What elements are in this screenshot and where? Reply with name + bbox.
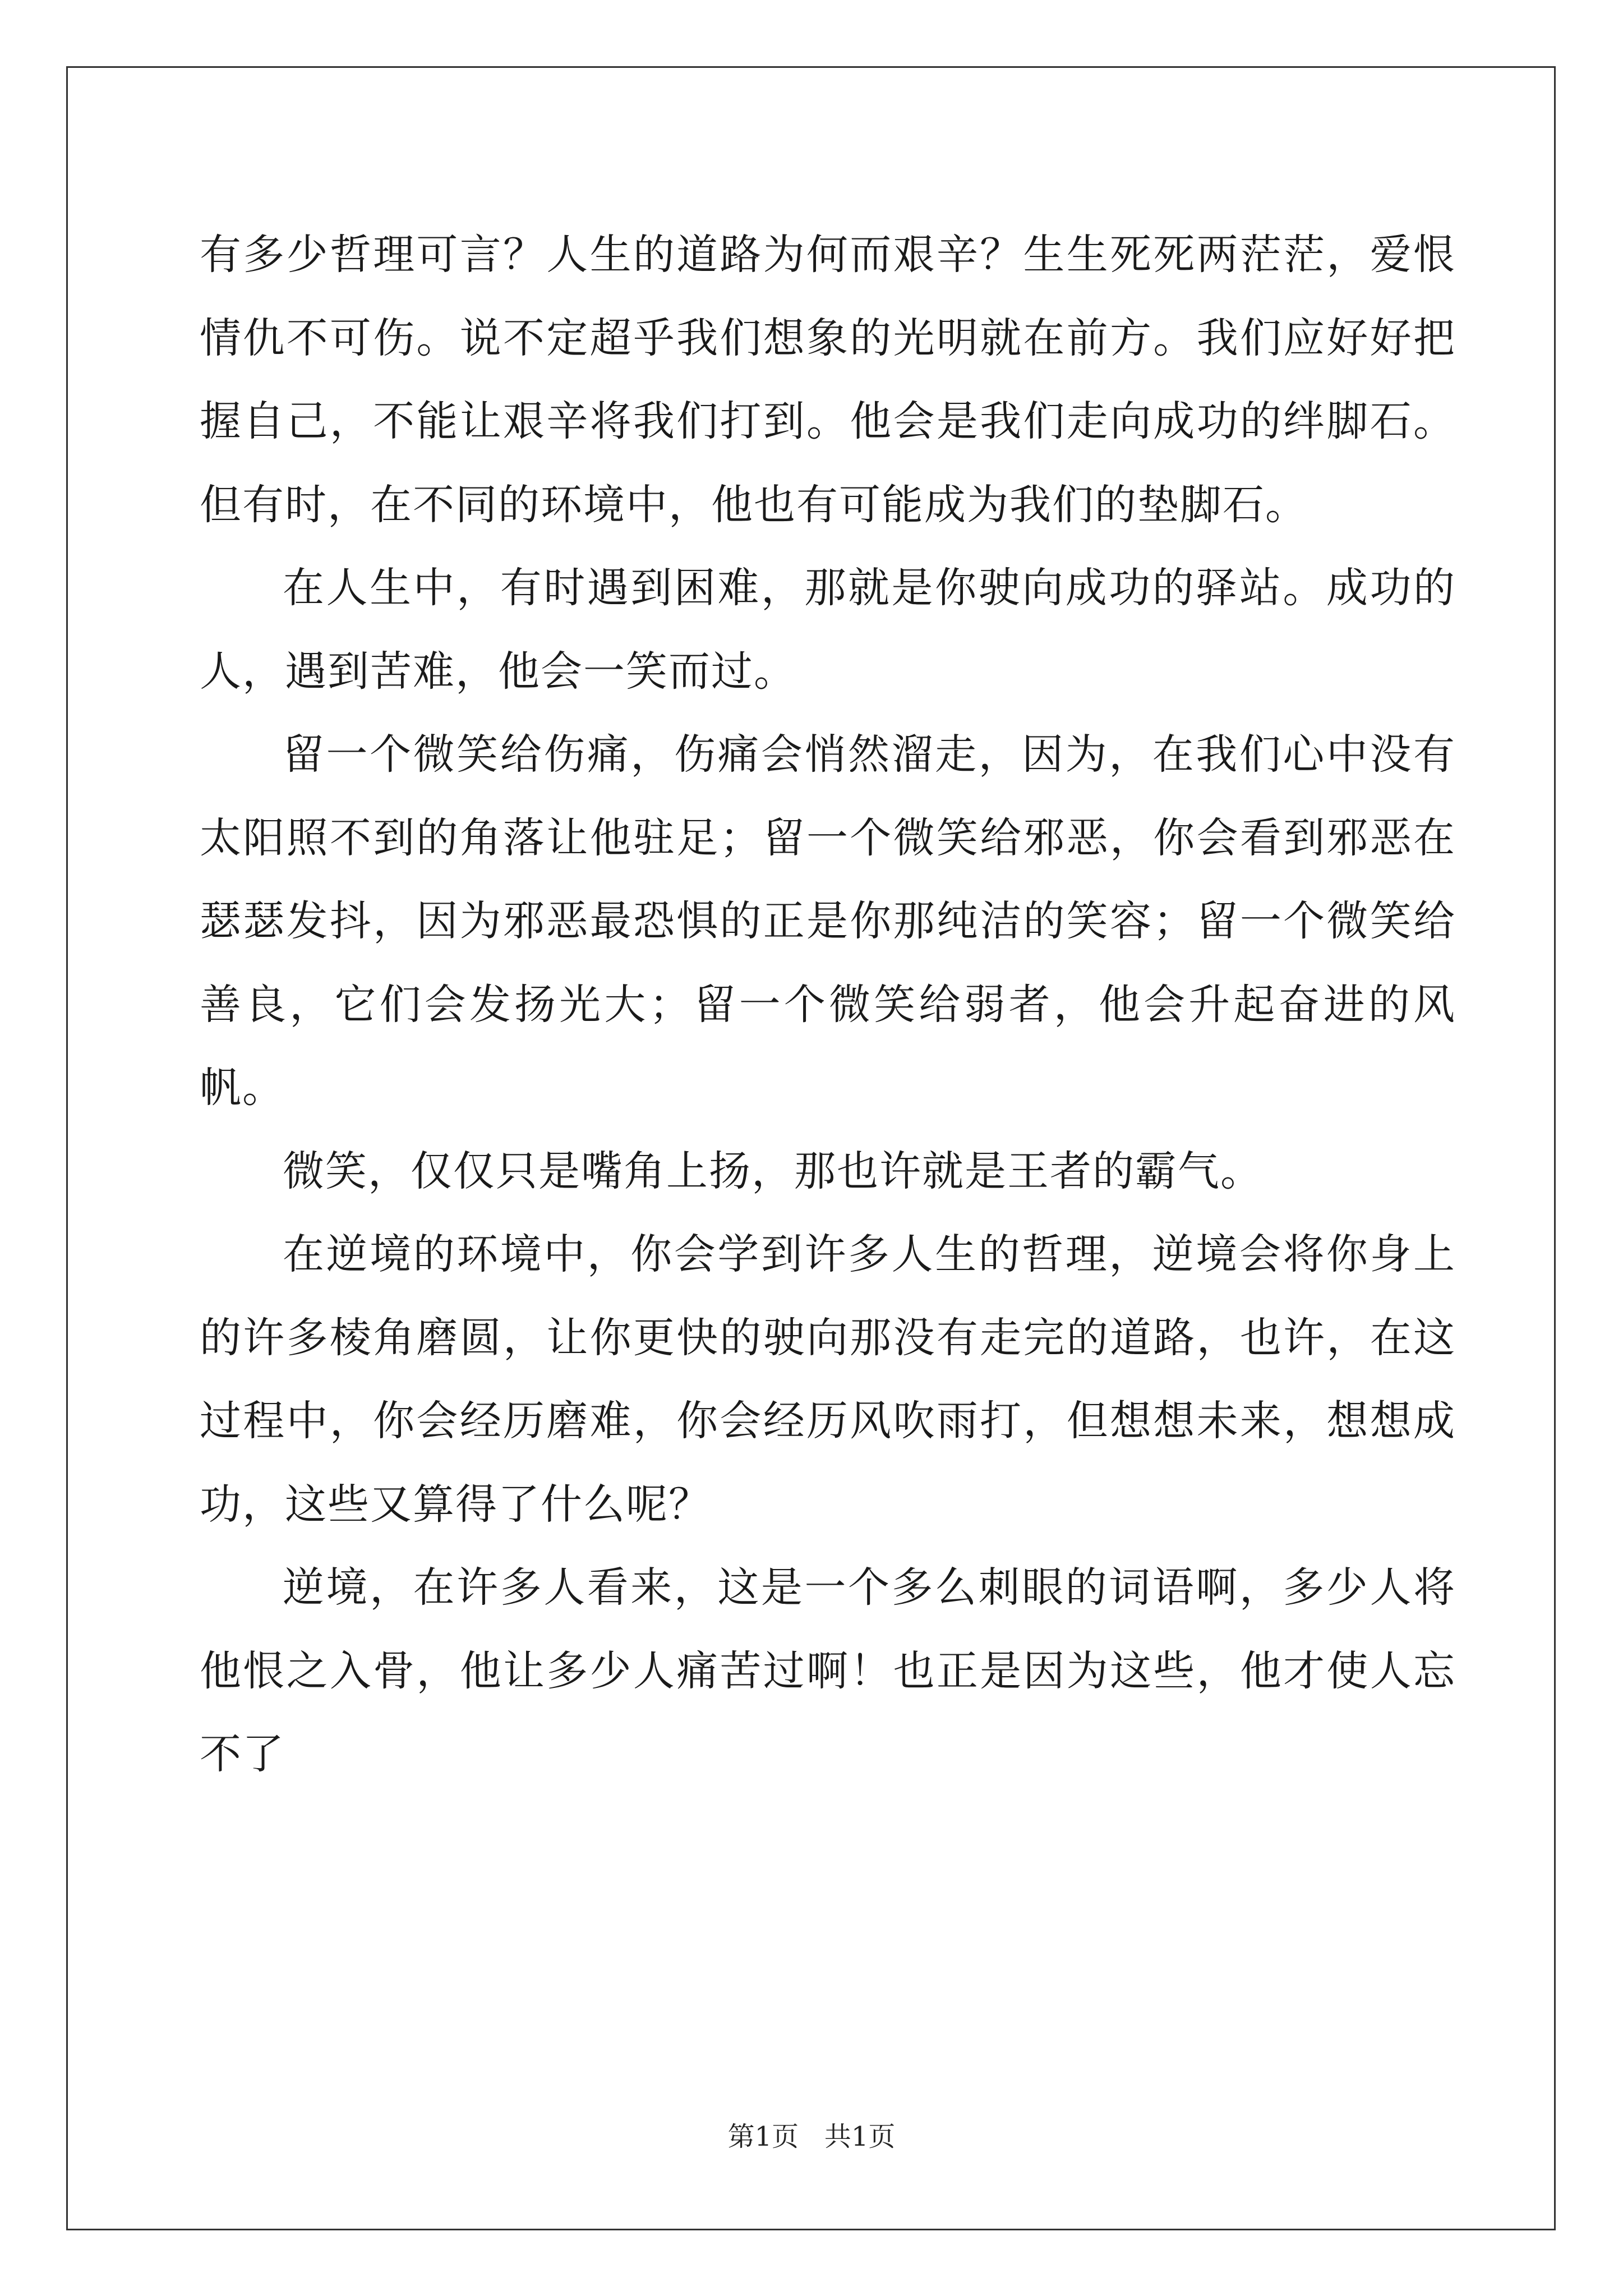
paragraph-1: 有多少哲理可言？人生的道路为何而艰辛？生生死死两茫茫，爱恨情仇不可伤。说不定超乎我们想象的光明就在前方。我们应好好把握自己，不能让艰辛将我们打到。他会是我们走向成功的绊脚石。但有时，在不同的环境中，他也有可能成为我们的垫脚石。	[200, 231, 1456, 529]
paragraph-6: 逆境，在许多人看来，这是一个多么刺眼的词语啊，多少人将他恨之入骨，他让多少人痛苦过啊！也正是因为这些，他才使人忘不了	[200, 1563, 1456, 1778]
paragraph-5: 在逆境的环境中，你会学到许多人生的哲理，逆境会将你身上的许多棱角磨圆，让你更快的驶向那没有走完的道路，也许，在这过程中，你会经历磨难，你会经历风吹雨打，但想想未来，想想成功，这些又算得了什么呢？	[200, 1230, 1456, 1529]
paragraph-3: 留一个微笑给伤痛，伤痛会悄然溜走，因为，在我们心中没有太阳照不到的角落让他驻足；留一个微笑给邪恶，你会看到邪恶在瑟瑟发抖，因为邪恶最恐惧的正是你那纯洁的笑容；留一个微笑给善良，它们会发扬光大；留一个微笑给弱者，他会升起奋进的风帆。	[200, 730, 1456, 1112]
page-footer: 第1页 共1页	[727, 2121, 896, 2152]
paragraph-2: 在人生中，有时遇到困难，那就是你驶向成功的驿站。成功的人，遇到苦难，他会一笑而过。	[200, 564, 1456, 696]
paragraph-4: 微笑，仅仅只是嘴角上扬，那也许就是王者的霸气。	[283, 1147, 1263, 1195]
document-body	[200, 213, 1456, 1796]
